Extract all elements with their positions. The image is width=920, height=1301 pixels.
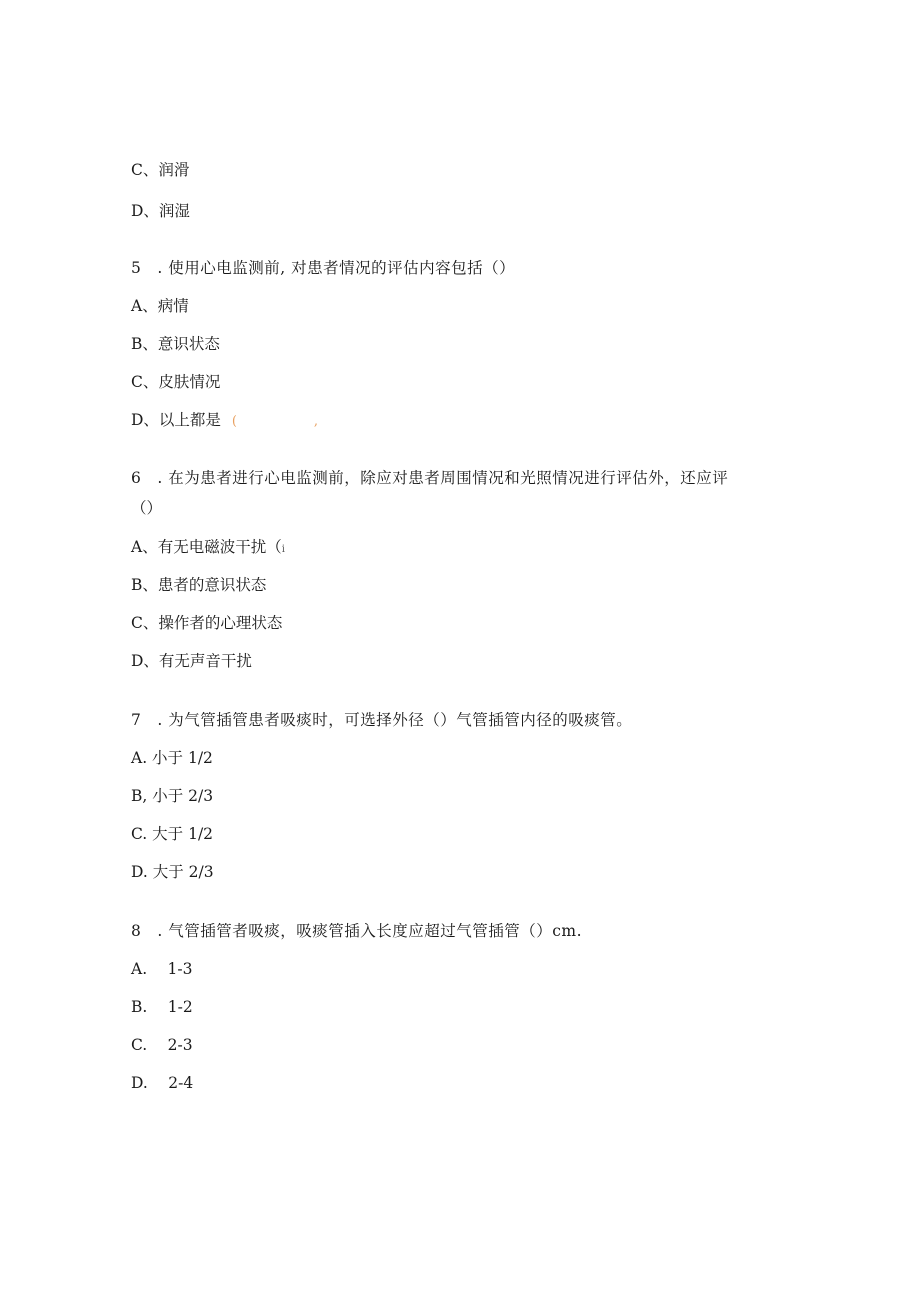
question-8-option-c: C. 2-3 xyxy=(131,1036,193,1054)
question-7-stem: 7 . 为气管插管患者吸痰时，可选择外径（）气管插管内径的吸痰管。 xyxy=(131,711,633,729)
question-8-option-d: D. 2-4 xyxy=(131,1074,194,1092)
prev-option-d: D、润湿 xyxy=(131,202,190,220)
question-6-stem-line-2: （） xyxy=(131,499,163,517)
question-5-option-d-text: D、以上都是 xyxy=(131,411,221,429)
question-8-stem: 8 . 气管插管者吸痰，吸痰管插入长度应超过气管插管（）cm. xyxy=(131,922,583,940)
question-6-stem-line-1: 6 . 在为患者进行心电监测前，除应对患者周围情况和光照情况进行评估外，还应评 xyxy=(131,469,729,487)
question-5-option-d xyxy=(131,410,318,432)
stray-mark: ( xyxy=(231,414,237,429)
question-7-option-a: A. 小于 1/2 xyxy=(131,749,213,767)
question-8-option-a: A. 1-3 xyxy=(131,960,193,978)
question-7-option-b: B, 小于 2/3 xyxy=(131,787,214,805)
question-6-option-d: D、有无声音干扰 xyxy=(131,652,252,670)
stray-mark: , xyxy=(313,414,319,429)
stray-mark: i xyxy=(281,544,285,555)
question-5-option-c: C、皮肤情况 xyxy=(131,373,221,391)
question-6-option-a-text: A、有无电磁波干扰（ xyxy=(131,538,282,556)
question-8-option-b: B. 1-2 xyxy=(131,998,193,1016)
question-7-option-d: D. 大于 2/3 xyxy=(131,863,214,881)
question-6-option-a xyxy=(131,537,285,560)
question-6-option-b: B、患者的意识状态 xyxy=(131,576,267,594)
question-5-option-b: B、意识状态 xyxy=(131,335,220,353)
question-6-option-c: C、操作者的心理状态 xyxy=(131,614,283,632)
question-5-option-a: A、病情 xyxy=(131,297,189,315)
question-5-stem: 5 . 使用心电监测前, 对患者情况的评估内容包括（） xyxy=(131,259,516,277)
prev-option-c: C、润滑 xyxy=(131,161,190,179)
question-7-option-c: C. 大于 1/2 xyxy=(131,825,214,843)
